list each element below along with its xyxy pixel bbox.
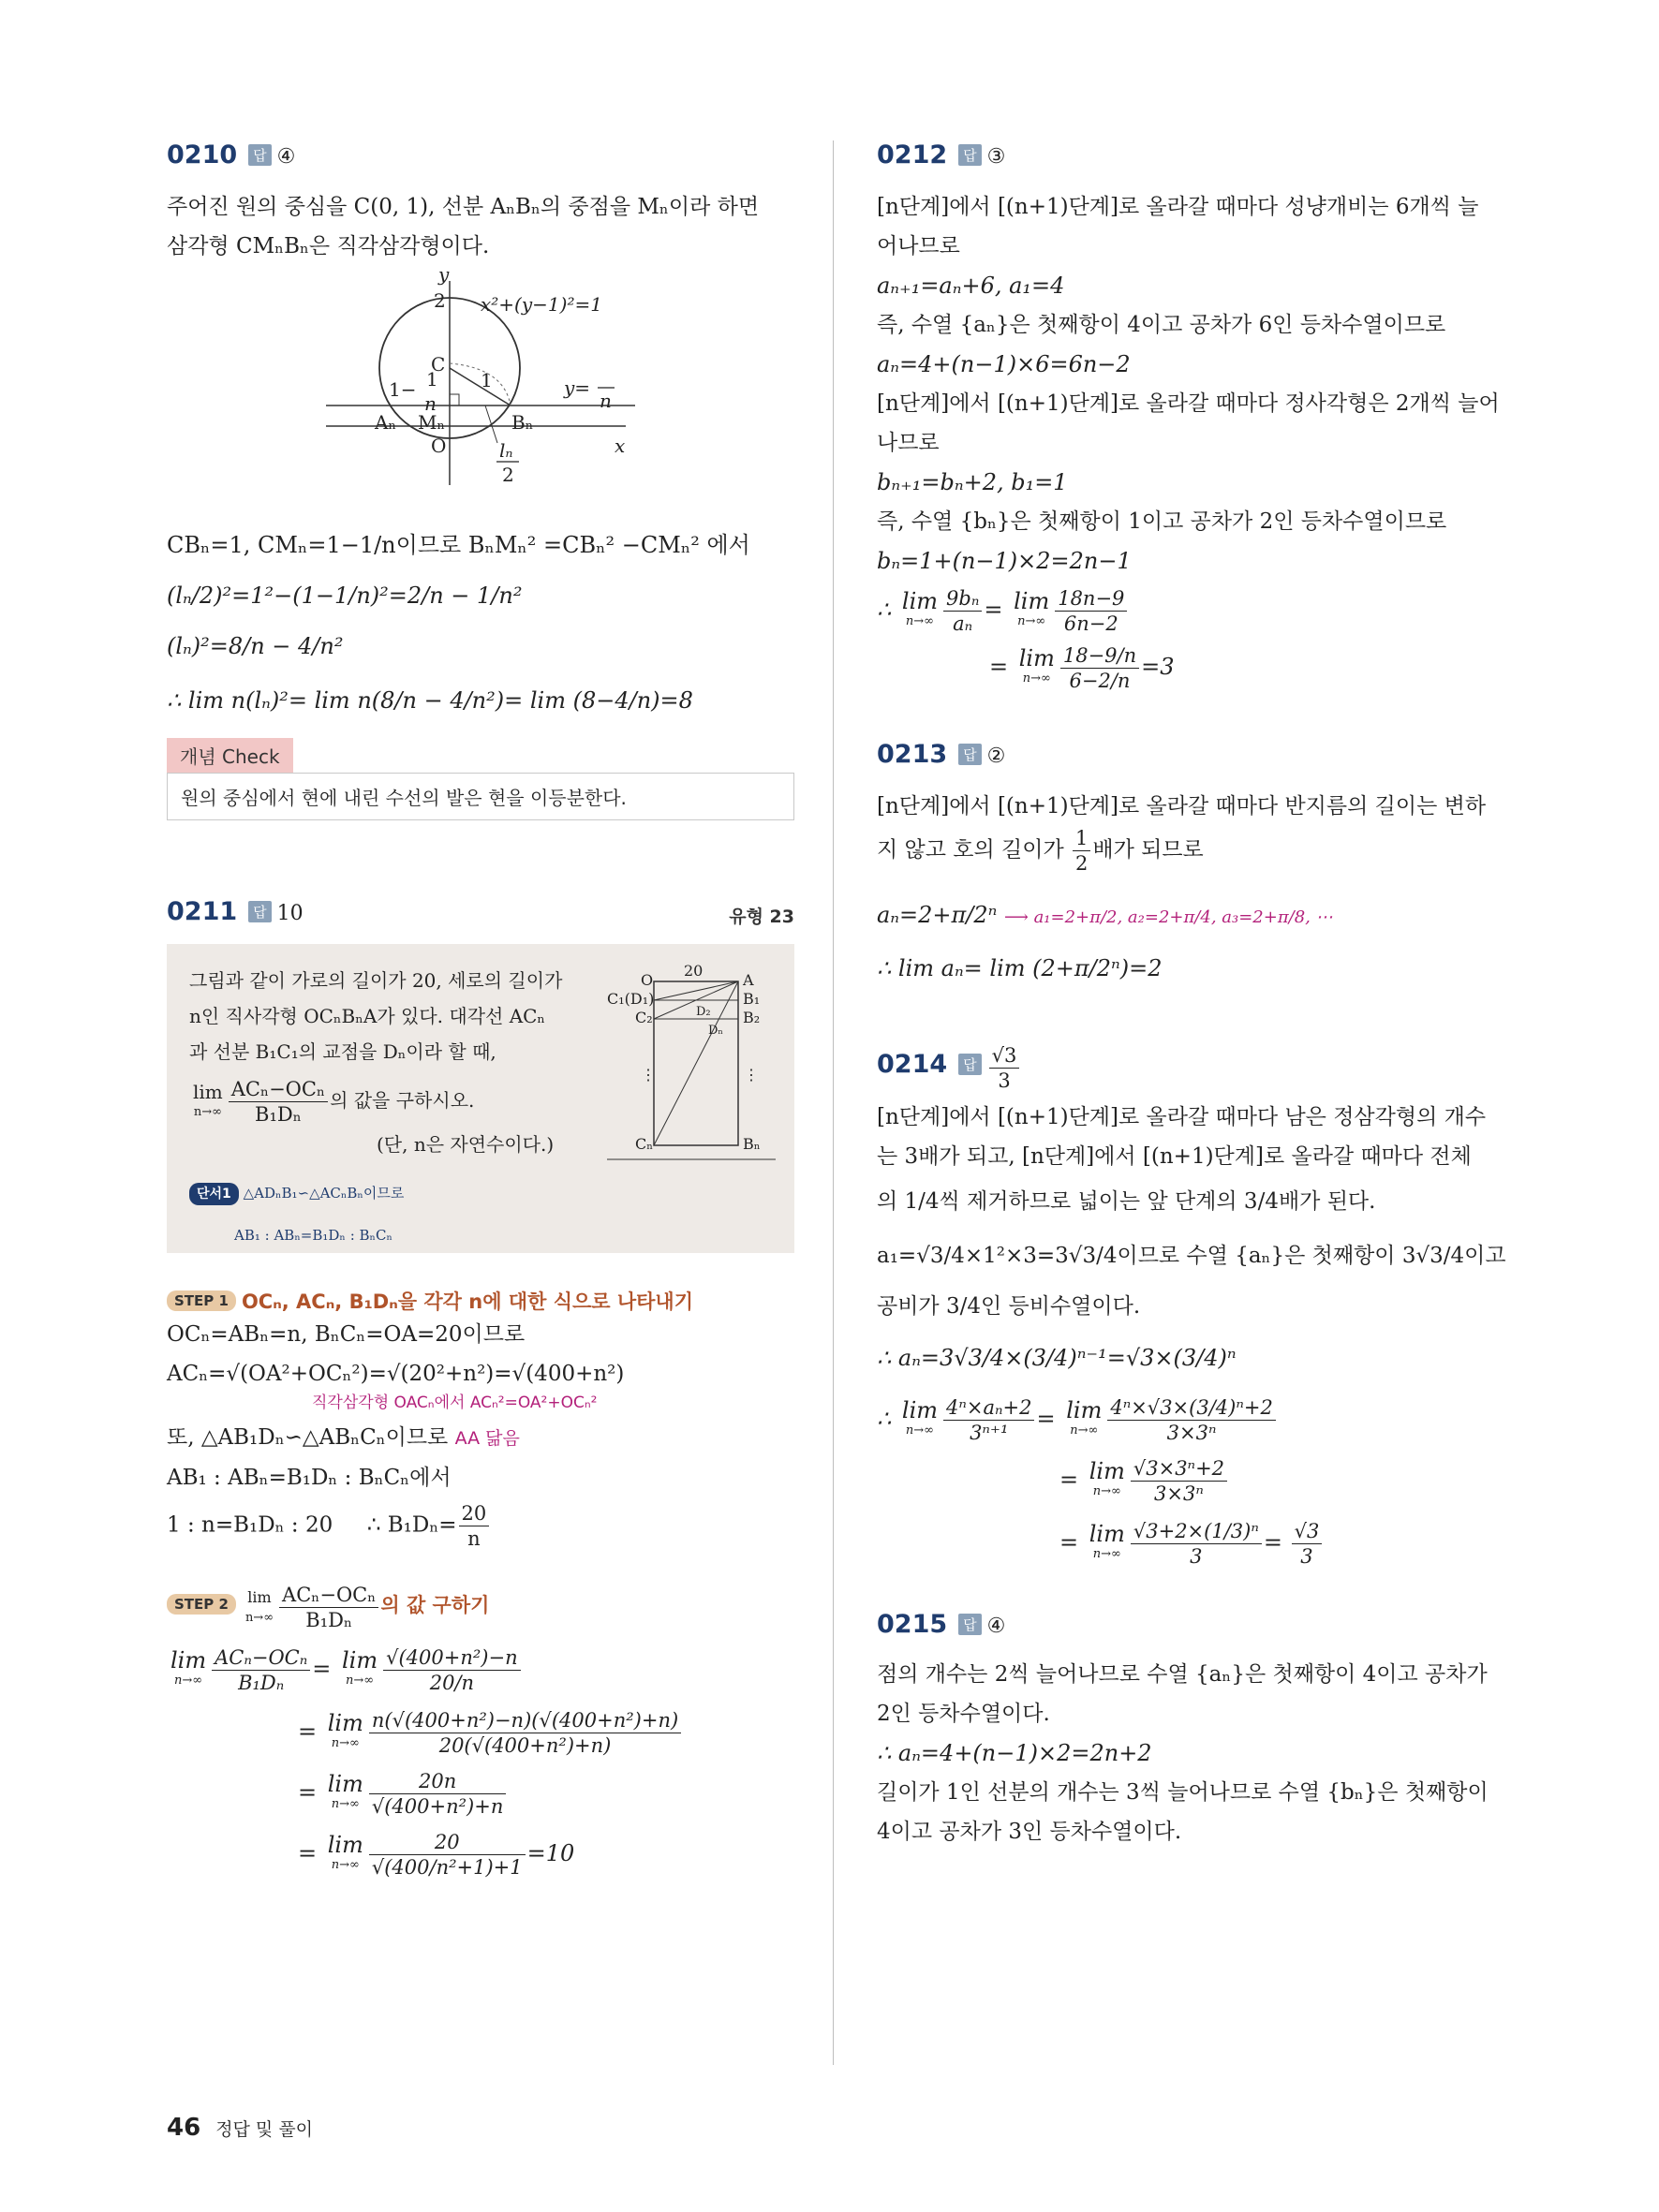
- label-Bn: Bₙ: [743, 1135, 761, 1153]
- label-A: Aₙ: [375, 411, 397, 434]
- label-O: O: [641, 971, 654, 989]
- equation: bₙ₊₁=bₙ+2, b₁=1: [877, 469, 1068, 495]
- label-B: Bₙ: [511, 411, 534, 434]
- problem-box: [167, 944, 794, 1253]
- equation: ∴ lim aₙ= lim (2+π/2ⁿ)=2: [877, 955, 1163, 981]
- equation: ∴ aₙ=3√3/4×(3/4)ⁿ⁻¹=√3×(3/4)ⁿ: [877, 1345, 1237, 1371]
- text-line: 의 1/4씩 제거하므로 넓이는 앞 단계의 3/4배가 된다.: [877, 1189, 1376, 1214]
- label-two: 2: [434, 289, 446, 312]
- text-line: 어나므로: [877, 234, 960, 258]
- label-20: 20: [684, 963, 704, 980]
- fraction: $\frac{\text{ACₙ−OCₙ}}{\text{B₁Dₙ}}$: [229, 1077, 328, 1127]
- column-divider: [833, 140, 834, 2065]
- left-column: [167, 140, 794, 1880]
- label-y-frac-den: n: [600, 390, 612, 412]
- limit-equation: = lim n→∞ $\frac{\text{√3+2×(1/3)ⁿ}}{3}$ = $\frac{√3}{3}$: [877, 1519, 1504, 1569]
- label-y-eq: y=: [564, 376, 591, 399]
- fraction: $\frac{\text{ACₙ−OCₙ}}{\text{B₁Dₙ}}$: [279, 1583, 378, 1632]
- equation: aₙ=2+π/2ⁿ ⟶ a₁=2+π/2, a₂=2+π/4, a₃=2+π/8, ⋯: [877, 902, 1333, 928]
- text-line: 점의 개수는 2씩 늘어나므로 수열 {aₙ}은 첫째항이 4이고 공차가: [877, 1662, 1488, 1687]
- page-number: 46: [167, 2114, 201, 2142]
- text-line: 길이가 1인 선분의 개수는 3씩 늘어나므로 수열 {bₙ}은 첫째항이: [877, 1780, 1489, 1805]
- label-C1D1: C₁(D₁): [607, 990, 655, 1008]
- equation: ∴ lim n(lₙ)²= lim n(8/n − 4/n²)= lim (8−4/n)=8: [167, 687, 693, 714]
- footer-title: 정답 및 풀이: [215, 2119, 314, 2140]
- label-frac-den: n: [424, 392, 437, 415]
- step-tag: STEP 2: [167, 1594, 236, 1615]
- concept-label: 개념 Check: [167, 738, 293, 773]
- text-line: [n단계]에서 [(n+1)단계]로 올라갈 때마다 남은 정삼각형의 개수: [877, 1105, 1487, 1129]
- question-line: (단, n은 자연수이다.): [377, 1133, 555, 1156]
- concept-text: 원의 중심에서 현에 내린 수선의 발은 현을 이등분한다.: [167, 773, 794, 820]
- limit-equation: lim n→∞ $\frac{\text{ACₙ−OCₙ}}{\text{B₁Dₙ}}$ = lim n→∞ $\frac{\text{√(400+n²)−n}}{20/n}$: [167, 1645, 794, 1695]
- text-line: 삼각형 CMₙBₙ은 직각삼각형이다.: [167, 234, 490, 258]
- text-line: a₁=√3/4×1²×3=3√3/4이므로 수열 {aₙ}은 첫째항이 3√3/4이고: [877, 1244, 1506, 1268]
- step-tag: STEP 1: [167, 1290, 236, 1311]
- problem-0212: [877, 140, 1504, 693]
- lim-symbol: lim n→∞: [193, 1080, 223, 1119]
- answer-tag: 답: [958, 1614, 982, 1635]
- label-l-den: 2: [502, 464, 514, 486]
- rectangle-figure: [607, 963, 776, 1178]
- dots: ⋮: [641, 1066, 656, 1084]
- limit-equation: = lim n→∞ $\frac{20}{\text{√(400/n²+1)+1}}$ =10: [298, 1831, 575, 1879]
- problem-0215: [877, 1610, 1504, 1851]
- limit-equation: = lim n→∞ $\frac{\text{n(√(400+n²)−n)(√(400+n²)+n)}}{\text{20(√(400+n²)+n)}}$: [167, 1708, 794, 1758]
- label-one: 1: [481, 369, 493, 391]
- answer-tag: 답: [958, 1054, 982, 1075]
- label-M: Mₙ: [418, 411, 446, 434]
- equation: 또, △AB₁Dₙ∽△ABₙCₙ이므로 AA 닮음: [167, 1425, 520, 1450]
- circle-equation: x²+(y−1)²=1: [481, 293, 602, 316]
- text-line: 4이고 공차가 3인 등차수열이다.: [877, 1820, 1182, 1844]
- answer-tag: 답: [958, 744, 982, 765]
- problem-number: 0214: [877, 1050, 948, 1079]
- step2: STEP 2 lim n→∞ $\frac{\text{ACₙ−OCₙ}}{\text{B₁Dₙ}}$ 의 값 구하기: [167, 1583, 794, 1632]
- label-l: lₙ: [499, 439, 513, 462]
- question-line: 그림과 같이 가로의 길이가 20, 세로의 길이가: [189, 969, 563, 992]
- limit-equation: = lim n→∞ $\frac{18-9/n}{6-2/n}$ =3: [989, 644, 1175, 692]
- question-line: lim n→∞ $\frac{\text{ACₙ−OCₙ}}{\text{B₁Dₙ}}$ 의 값을 구하시오.: [193, 1078, 475, 1126]
- text-line: [n단계]에서 [(n+1)단계]로 올라갈 때마다 정사각형은 2개씩 늘어: [877, 391, 1500, 416]
- text-line: 공비가 3/4인 등비수열이다.: [877, 1294, 1141, 1319]
- equation: aₙ₊₁=aₙ+6, a₁=4: [877, 273, 1065, 299]
- answer-value: ④: [986, 1615, 1006, 1638]
- limit-equation: ∴ lim n→∞ $\frac{\text{9bₙ}}{\text{aₙ}}$ = lim n→∞ $\frac{18n-9}{6n-2}$: [877, 586, 1504, 636]
- limit-equation: = lim n→∞ $\frac{\text{√3×3ⁿ+2}}{\text{3×3ⁿ}}$: [877, 1456, 1504, 1506]
- annotation: 직각삼각형 OACₙ에서 ACₙ²=OA²+OCₙ²: [312, 1394, 598, 1412]
- text-line: 즉, 수열 {bₙ}은 첫째항이 1이고 공차가 2인 등차수열이므로: [877, 509, 1447, 534]
- concept-check: [167, 738, 794, 820]
- answer-value: ④: [276, 145, 296, 169]
- question-line: n인 직사각형 OCₙBₙA가 있다. 대각선 ACₙ: [189, 1005, 546, 1027]
- label-Cn: Cₙ: [635, 1135, 654, 1153]
- label-B2: B₂: [743, 1009, 761, 1026]
- equation: ACₙ=√(OA²+OCₙ²)=√(20²+n²)=√(400+n²): [167, 1362, 625, 1386]
- equation: bₙ=1+(n−1)×2=2n−1: [877, 548, 1132, 574]
- step-title: OCₙ, ACₙ, B₁Dₙ을 각각 n에 대한 식으로 나타내기: [241, 1290, 694, 1313]
- question-line: 과 선분 B₁C₁의 교점을 Dₙ이라 할 때,: [189, 1040, 496, 1063]
- problem-0210: [167, 140, 794, 820]
- problem-0214: [877, 1043, 1504, 1569]
- right-column: [877, 140, 1504, 1851]
- problem-number: 0212: [877, 140, 948, 170]
- label-one-minus: 1−: [389, 378, 417, 401]
- hint-text: △ADₙB₁∽△ACₙBₙ이므로: [243, 1185, 405, 1202]
- hint-tag: 단서1: [189, 1183, 239, 1205]
- problem-number: 0211: [167, 897, 238, 926]
- answer-tag: 답: [248, 901, 272, 922]
- problem-number: 0213: [877, 740, 948, 769]
- equation: 1 : n=B₁Dₙ : 20 ∴ B₁Dₙ= $\frac{20}{n}$: [167, 1501, 794, 1551]
- text-line: 지 않고 호의 길이가 $\frac{1}{2}$ 배가 되므로: [877, 827, 1204, 875]
- problem-number: 0210: [167, 140, 238, 170]
- equation: AB₁ : ABₙ=B₁Dₙ : BₙCₙ에서: [167, 1466, 452, 1490]
- answer-tag: 답: [248, 144, 272, 166]
- text-line: [n단계]에서 [(n+1)단계]로 올라갈 때마다 반지름의 길이는 변하: [877, 794, 1487, 818]
- label-O: O: [431, 435, 447, 457]
- hint-text: AB₁ : ABₙ=B₁Dₙ : BₙCₙ: [234, 1227, 393, 1244]
- problem-0211: [167, 897, 794, 1880]
- equation: (lₙ)²=8/n − 4/n²: [167, 633, 344, 659]
- equation: (lₙ/2)²=1²−(1−1/n)²=2/n − 1/n²: [167, 582, 523, 609]
- label-A: A: [743, 971, 754, 989]
- annotation: AA 닮음: [454, 1428, 520, 1449]
- label-x: x: [615, 435, 626, 457]
- label-C2: C₂: [635, 1009, 653, 1026]
- text-line: 나므로: [877, 431, 940, 455]
- answer-value: $\frac{√3}{3}$: [989, 1043, 1020, 1093]
- equation: CBₙ=1, CMₙ=1−1/n이므로 BₙMₙ² =CBₙ² −CMₙ² 에서: [167, 532, 750, 558]
- equation: ∴ aₙ=4+(n−1)×2=2n+2: [877, 1740, 1152, 1766]
- circle-figure: [167, 270, 794, 523]
- label-Dn: Dₙ: [708, 1024, 724, 1038]
- label-D2: D₂: [696, 1005, 711, 1019]
- text-line: 2인 등차수열이다.: [877, 1702, 1050, 1726]
- limit-equation: = lim n→∞ $\frac{20n}{\text{√(400+n²)+n}}$: [167, 1769, 794, 1819]
- text-line: 즉, 수열 {aₙ}은 첫째항이 4이고 공차가 6인 등차수열이므로: [877, 313, 1446, 337]
- problem-number: 0215: [877, 1610, 948, 1639]
- answer-tag: 답: [958, 144, 982, 166]
- answer-value: 10: [276, 902, 304, 925]
- equation: OCₙ=ABₙ=n, BₙCₙ=OA=20이므로: [167, 1322, 526, 1347]
- answer-value: ③: [986, 145, 1006, 169]
- text-line: 는 3배가 되고, [n단계]에서 [(n+1)단계]로 올라갈 때마다 전체: [877, 1144, 1472, 1169]
- y-axis-label: y: [438, 270, 450, 286]
- answer-value: ②: [986, 745, 1006, 768]
- label-frac-num: 1: [426, 368, 438, 391]
- lim-symbol: lim n→∞: [244, 1587, 274, 1625]
- text-line: [n단계]에서 [(n+1)단계]로 올라갈 때마다 성냥개비는 6개씩 늘: [877, 195, 1479, 219]
- problem-0213: [877, 740, 1504, 991]
- type-tag: 유형 23: [729, 907, 794, 927]
- page-footer: [167, 2114, 313, 2142]
- label-C: C: [431, 353, 446, 376]
- label-B1: B₁: [743, 990, 761, 1008]
- dots: ⋮: [744, 1066, 759, 1084]
- text-line: 주어진 원의 중심을 C(0, 1), 선분 AₙBₙ의 중점을 Mₙ이라 하면: [167, 195, 760, 219]
- annotation: a₁=2+π/2, a₂=2+π/4, a₃=2+π/8, ⋯: [1033, 907, 1333, 927]
- step1: [167, 1287, 794, 1315]
- equation: aₙ=4+(n−1)×6=6n−2: [877, 351, 1131, 377]
- limit-equation: ∴ lim n→∞ $\frac{\text{4ⁿ×aₙ+2}}{\text{3ⁿ⁺¹}}$ = lim n→∞ $\frac{\text{4ⁿ×√3×(3/4)ⁿ+2}}{\text{3×3ⁿ}}$: [877, 1395, 1504, 1445]
